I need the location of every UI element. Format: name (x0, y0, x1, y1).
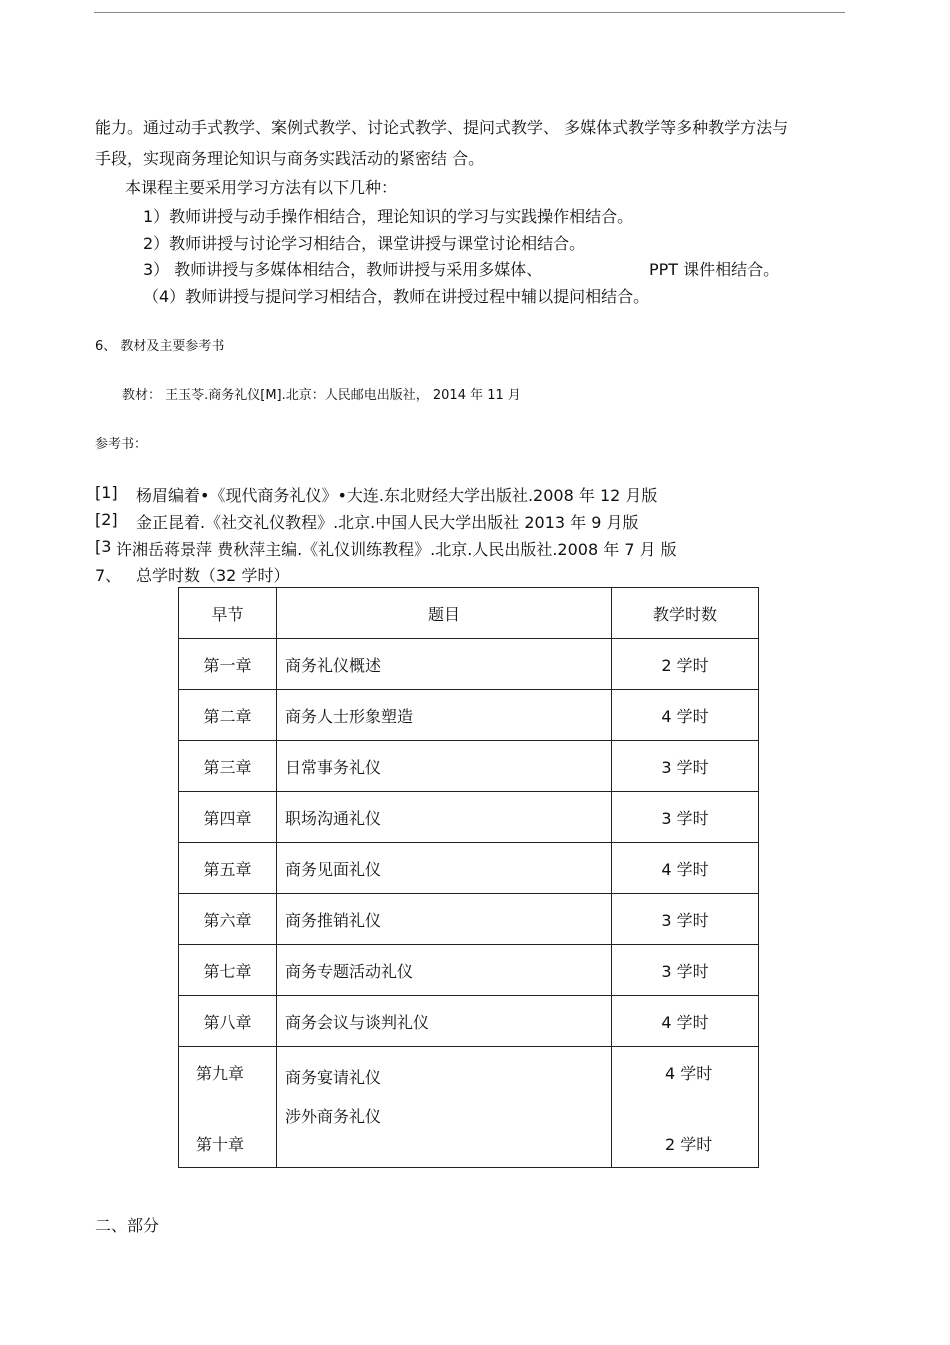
table-row (179, 639, 759, 690)
table-header-row (179, 588, 759, 639)
chapter-cell: 第八章 (179, 996, 277, 1047)
references-heading: 参考书： (95, 437, 148, 452)
table-row (179, 792, 759, 843)
methods-heading: 本课程主要采用学习方法有以下几种： (125, 178, 398, 197)
hours-cell: 4 学时 (612, 996, 759, 1047)
hours-table (178, 587, 759, 1168)
title-stack (277, 1047, 611, 1167)
chapter-cell: 第一章 (179, 639, 277, 690)
intro-line-2: 手段，实现商务理论知识与商务实践活动的紧密结 合。 (95, 149, 485, 168)
section-heading: 二、部分 (95, 1216, 160, 1235)
chapter-cell: 第四章 (179, 792, 277, 843)
reference-number-2: [2] (95, 510, 118, 529)
title-foreign-affairs: 涉外商务礼仪 (285, 1107, 382, 1126)
table-row (179, 996, 759, 1047)
chapter-cell: 第二章 (179, 690, 277, 741)
textbook-entry: 教材： 王玉苓.商务礼仪[M].北京：人民邮电出版社， 2014 年 11 月 (122, 388, 521, 403)
chapter-cell: 第六章 (179, 894, 277, 945)
hours-cell-merged (612, 1047, 759, 1168)
hours-cell: 3 学时 (612, 894, 759, 945)
title-cell: 商务会议与谈判礼仪 (277, 996, 612, 1047)
chapter-cell-merged (179, 1047, 277, 1168)
method-item-4: （4）教师讲授与提问学习相结合，教师在讲授过程中辅以提问相结合。 (143, 287, 650, 306)
title-banquet: 商务宴请礼仪 (285, 1068, 382, 1087)
method-item-1: 1）教师讲授与动手操作相结合，理论知识的学习与实践操作相结合。 (143, 207, 634, 226)
hours-heading: 总学时数（32 学时） (136, 566, 290, 585)
title-cell: 商务推销礼仪 (277, 894, 612, 945)
chapter-ten: 第十章 (196, 1135, 245, 1154)
method-item-2: 2）教师讲授与讨论学习相结合，课堂讲授与课堂讨论相结合。 (143, 234, 586, 253)
hours-cell: 3 学时 (612, 792, 759, 843)
method-item-3-tail: PPT 课件相结合。 (649, 260, 780, 279)
reference-number-1: [1] (95, 483, 118, 502)
hours-heading-number: 7、 (95, 566, 122, 585)
hours-cell: 3 学时 (612, 945, 759, 996)
intro-line-1: 能力。通过动手式教学、案例式教学、讨论式教学、提问式教学、 多媒体式教学等多种教学方法与 (95, 118, 789, 137)
table-row (179, 894, 759, 945)
hours-cell: 4 学时 (612, 690, 759, 741)
chapter-cell: 第三章 (179, 741, 277, 792)
title-cell: 商务见面礼仪 (277, 843, 612, 894)
chapter-nine: 第九章 (196, 1064, 245, 1083)
table-row-merged (179, 1047, 759, 1168)
hours-cell: 2 学时 (612, 639, 759, 690)
reference-text-3: 许湘岳蒋景萍 费秋萍主编.《礼仪训练教程》.北京.人民出版社.2008 年 7 月 版 (116, 540, 677, 559)
reference-text-2: 金正昆着.《社交礼仪教程》.北京.中国人民大学出版社 2013 年 9 月版 (136, 513, 639, 532)
title-cell: 商务人士形象塑造 (277, 690, 612, 741)
title-cell: 职场沟通礼仪 (277, 792, 612, 843)
reference-text-1: 杨眉编着•《现代商务礼仪》•大连.东北财经大学出版社.2008 年 12 月版 (136, 486, 658, 505)
table-row (179, 741, 759, 792)
title-cell: 日常事务礼仪 (277, 741, 612, 792)
hours-ten: 2 学时 (665, 1135, 713, 1154)
column-header-hours: 教学时数 (612, 588, 759, 639)
chapter-stack (179, 1047, 276, 1167)
chapter-cell: 第七章 (179, 945, 277, 996)
hours-stack (612, 1047, 758, 1167)
table-row (179, 945, 759, 996)
table-row (179, 843, 759, 894)
header-rule (94, 12, 845, 13)
title-cell: 商务礼仪概述 (277, 639, 612, 690)
table-row (179, 690, 759, 741)
hours-nine: 4 学时 (665, 1064, 713, 1083)
chapter-cell: 第五章 (179, 843, 277, 894)
title-cell: 商务专题活动礼仪 (277, 945, 612, 996)
hours-cell: 3 学时 (612, 741, 759, 792)
hours-cell: 4 学时 (612, 843, 759, 894)
method-item-3: 3） 教师讲授与多媒体相结合，教师讲授与采用多媒体、 (143, 260, 543, 279)
reference-number-3: [3 (95, 537, 112, 556)
title-cell-merged (277, 1047, 612, 1168)
textbooks-heading: 6、 教材及主要参考书 (95, 339, 225, 354)
column-header-chapter: 早节 (179, 588, 277, 639)
column-header-title: 题目 (277, 588, 612, 639)
